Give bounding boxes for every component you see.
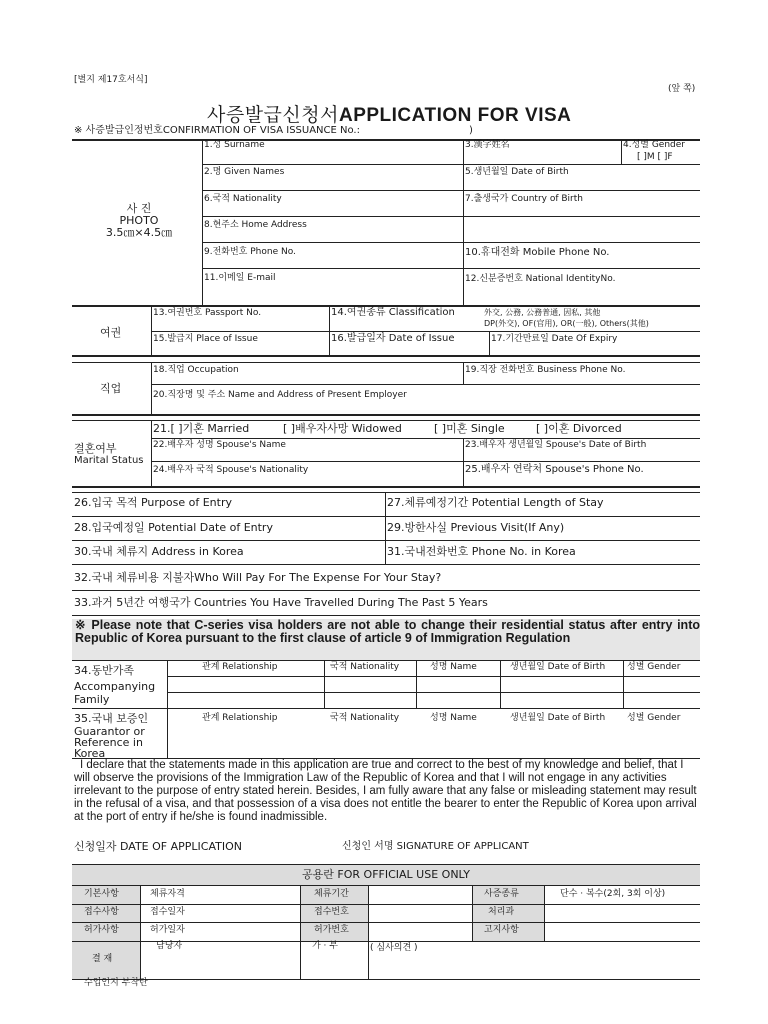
rule [300, 885, 301, 979]
country-of-birth-field[interactable]: 7.출생국가 Country of Birth [465, 194, 583, 204]
guarantor-col-dob: 생년월일 Date of Birth [510, 713, 606, 723]
rule [202, 242, 700, 243]
official-cell: 가 · 부 [312, 941, 338, 951]
rule [151, 331, 700, 332]
email-field[interactable]: 11.이메일 E-mail [204, 273, 276, 283]
confirmation-number: ※ 사증발급인정번호CONFIRMATION OF VISA ISSUANCE No.: [74, 125, 360, 136]
guarantor-col-nationality: 국적 Nationality [330, 713, 400, 723]
official-cell: ( 심사의견 ) [370, 943, 418, 953]
phone-korea-field[interactable]: 31.국내전화번호 Phone No. in Korea [387, 545, 576, 558]
family-label: Accompanying [74, 680, 156, 693]
rule [72, 615, 700, 616]
declaration-text: I declare that the statements made in this application are true and correct to the best of my knowledge and belief, that I will observe the provisions of the Immigration Law of the Republic of Korea and that I will not engage in any activities irrelevant to the purpose of entry stated herein. Besides, I am fully aware that any false or misleading statement may result in the refusal of a visa, and that possession of a visa does not entitle the bearer to enter the Republic of Korea upon arrival at the port of entry if he/she is found inadmissible. [74, 759, 697, 823]
business-phone-field[interactable]: 19.직장 전화번호 Business Phone No. [465, 365, 626, 375]
rule [202, 164, 700, 165]
address-korea-field[interactable]: 30.국내 체류지 Address in Korea [74, 545, 244, 558]
page-title [207, 100, 571, 127]
rule [167, 676, 700, 677]
rule [385, 492, 386, 564]
rule [72, 904, 700, 905]
national-id-field[interactable]: 12.신분증번호 National IdentityNo. [465, 274, 616, 284]
widowed-checkbox[interactable]: [ ]배우자사망 Widowed [283, 422, 402, 435]
rule [202, 268, 700, 269]
rule [151, 305, 152, 355]
family-col-name: 성명 Name [430, 662, 477, 672]
rule [544, 885, 545, 941]
rule [623, 660, 624, 708]
family-col-gender: 성별 Gender [627, 662, 681, 672]
rule [167, 692, 700, 693]
place-of-issue-field[interactable]: 15.발급지 Place of Issue [153, 334, 258, 344]
home-address-field[interactable]: 8.현주소 Home Address [204, 220, 307, 230]
marital-label-ko: 결혼여부 [74, 442, 117, 455]
previous-visit-field[interactable]: 29.방한사실 Previous Visit(If Any) [387, 521, 565, 534]
family-col-nationality: 국적 Nationality [330, 662, 400, 672]
rule [151, 438, 700, 439]
official-cell: 허가일자 [150, 925, 185, 935]
occupation-section-label: 직업 [100, 382, 122, 395]
rule [463, 362, 464, 384]
official-cell: 사증종류 [484, 889, 519, 899]
expiry-field[interactable]: 17.기간만료일 Date Of Expiry [491, 334, 618, 344]
rule [72, 590, 700, 591]
occupation-field[interactable]: 18.직업 Occupation [153, 365, 239, 375]
guarantor-col-name: 성명 Name [430, 713, 477, 723]
title-english: APPLICATION FOR VISA [338, 105, 572, 126]
family-col-dob: 생년월일 Date of Birth [510, 662, 606, 672]
married-checkbox[interactable]: 21.[ ]기혼 Married [153, 422, 250, 435]
rule [72, 486, 700, 488]
rule [72, 885, 700, 886]
classification-options-en: DP(外交), OF(官用), OR(一般), Others(其他) [484, 319, 649, 328]
rule [151, 461, 700, 462]
spouse-name-field[interactable]: 22.배우자 성명 Spouse's Name [153, 440, 286, 450]
guarantor-label: 35.국내 보증인 [74, 712, 149, 725]
rule [151, 420, 152, 486]
official-cell: 고지사항 [484, 925, 519, 935]
rule [72, 922, 700, 923]
official-cell: 허가번호 [314, 925, 349, 935]
family-col-relationship: 관계 Relationship [202, 662, 278, 672]
rule [72, 420, 700, 421]
rule [140, 885, 141, 979]
signature-field[interactable]: 신청인 서명 SIGNATURE OF APPLICANT [342, 841, 529, 852]
rule [151, 362, 152, 414]
c-series-notice: ※ Please note that C-series visa holders are not able to change their residential status after entry into Republic of Korea pursuant to the first clause of article 9 of Immigration Regulation [72, 619, 700, 660]
rule [72, 516, 700, 517]
spouse-nationality-field[interactable]: 24.배우자 국적 Spouse's Nationality [153, 465, 309, 475]
rule [167, 660, 168, 758]
rule [151, 384, 700, 385]
rule [621, 139, 622, 164]
rule [500, 660, 501, 708]
title-korean: 사증발급신청서 [207, 104, 339, 126]
official-cell: 허가사항 [84, 925, 119, 935]
official-cell: 기본사항 [84, 889, 119, 899]
photo-label-ko: 사 진 [126, 202, 152, 215]
rule [72, 139, 700, 141]
rule [72, 362, 700, 363]
date-of-issue-field[interactable]: 16.발급일자 Date of Issue [331, 333, 455, 344]
family-label: Family [74, 693, 110, 706]
official-cell: 접수일자 [150, 907, 185, 917]
passport-section-label: 여권 [100, 326, 122, 339]
official-cell: 담당자 [156, 941, 183, 951]
official-cell: 결 재 [92, 954, 113, 964]
given-names-field[interactable]: 2.명 Given Names [204, 167, 285, 177]
rule [72, 414, 700, 416]
photo-label-en: PHOTO [119, 214, 159, 227]
spouse-phone-field[interactable]: 25.배우자 연락처 Spouse's Phone No. [465, 464, 644, 475]
rule [72, 492, 700, 493]
rule [472, 885, 473, 941]
marital-label-en: Marital Status [74, 455, 144, 466]
gender-options[interactable]: [ ]M [ ]F [637, 152, 673, 162]
official-cell: 접수번호 [314, 907, 349, 917]
rule [489, 331, 490, 355]
mobile-field[interactable]: 10.휴대전화 Mobile Phone No. [465, 247, 610, 258]
spouse-dob-field[interactable]: 23.배우자 생년월일 Spouse's Date of Birth [465, 440, 647, 450]
rule [416, 660, 417, 708]
form-code: [별지 제17호서식] [74, 75, 148, 85]
guarantor-col-gender: 성별 Gender [627, 713, 681, 723]
guarantor-col-relationship: 관계 Relationship [202, 713, 278, 723]
page-side: (앞 쪽) [668, 84, 696, 94]
official-use-header: 공용란 FOR OFFICIAL USE ONLY [302, 868, 470, 881]
gender-field[interactable]: 4.성별 Gender [623, 140, 686, 150]
official-cell: 체류자격 [150, 889, 185, 899]
date-of-application-field[interactable]: 신청일자 DATE OF APPLICATION [74, 840, 242, 853]
photo-size: 3.5㎝×4.5㎝ [105, 226, 173, 239]
purpose-field[interactable]: 26.입국 목적 Purpose of Entry [74, 496, 232, 509]
surname-field[interactable]: 1.성 Surname [204, 140, 265, 150]
classification-options-cn: 外交, 公務, 公務普通, 因私, 其他 [484, 308, 601, 317]
rule [329, 305, 330, 355]
single-checkbox[interactable]: [ ]미혼 Single [434, 422, 505, 435]
rule [72, 708, 700, 709]
phone-field[interactable]: 9.전화번호 Phone No. [204, 247, 296, 257]
revenue-stamp-note: 수입인지 부착란 [84, 978, 148, 988]
guarantor-label: Guarantor or [74, 725, 145, 738]
rule [72, 355, 700, 357]
official-cell: 단수 · 복수(2회, 3회 이상) [560, 889, 666, 899]
passport-no-field[interactable]: 13.여권번호 Passport No. [153, 308, 262, 318]
length-of-stay-field[interactable]: 27.체류예정기간 Potential Length of Stay [387, 496, 604, 509]
rule [72, 979, 700, 980]
classification-field[interactable]: 14.여권종류 Classification [331, 307, 455, 318]
rule [324, 660, 325, 708]
confirmation-close: ) [469, 125, 473, 136]
dob-field[interactable]: 5.생년월일 Date of Birth [465, 167, 569, 177]
official-cell: 접수사항 [84, 907, 119, 917]
guarantor-label: Korea [74, 747, 106, 760]
rule [368, 885, 369, 979]
divorced-checkbox[interactable]: [ ]이혼 Divorced [536, 422, 622, 435]
nationality-field[interactable]: 6.국적 Nationality [204, 194, 282, 204]
rule [202, 190, 700, 191]
countries-field[interactable]: 33.과거 5년간 여행국가 Countries You Have Travelled During The Past 5 Years [74, 596, 488, 609]
rule [202, 216, 700, 217]
rule [72, 540, 700, 541]
rule [463, 438, 464, 486]
official-cell: 체류기간 [314, 889, 349, 899]
chinese-name-field[interactable]: 3.漢字姓名 [465, 140, 510, 150]
payer-field[interactable]: 32.국내 체류비용 지불자Who Will Pay For The Expense For Your Stay? [74, 571, 442, 584]
guarantor-label: Reference in [74, 736, 143, 749]
rule [72, 564, 700, 565]
entry-date-field[interactable]: 28.입국예정일 Potential Date of Entry [74, 521, 273, 534]
rule [72, 864, 700, 865]
official-cell: 처리과 [488, 907, 515, 917]
employer-field[interactable]: 20.직장명 및 주소 Name and Address of Present Employer [153, 390, 407, 400]
family-label: 34.동반가족 [74, 664, 134, 677]
